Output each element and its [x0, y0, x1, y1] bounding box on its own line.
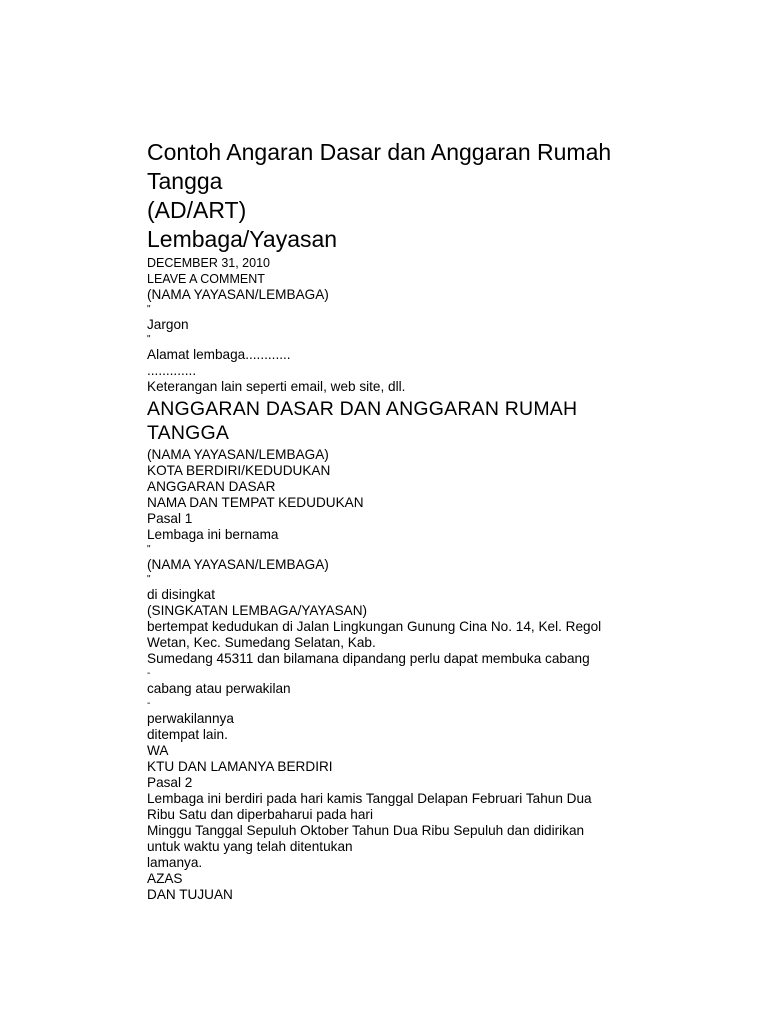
- heading-line: ANGGARAN DASAR DAN ANGGARAN RUMAH: [147, 398, 578, 420]
- body-line: cabang atau perwakilan: [147, 681, 291, 696]
- org-name-line: (NAMA YAYASAN/LEMBAGA): [147, 287, 329, 302]
- body-line: (SINGKATAN LEMBAGA/YAYASAN): [147, 603, 368, 618]
- title-line: (AD/ART): [147, 197, 247, 223]
- body-line: di disingkat: [147, 587, 216, 602]
- body-line: perwakilannya: [147, 711, 234, 726]
- body-line: Lembaga ini bernama: [147, 527, 279, 542]
- body-line: Sumedang 45311 dan bilamana dipandang perlu dapat membuka cabang: [147, 651, 590, 666]
- body-line: Pasal 2: [147, 775, 193, 790]
- body-line: Pasal 1: [147, 511, 193, 526]
- section-heading: [147, 397, 647, 445]
- quote-mark: ": [147, 334, 151, 345]
- title-line: Tangga: [147, 168, 223, 194]
- body-line: untuk waktu yang telah ditentukan: [147, 839, 353, 854]
- address-continued-line: .............: [147, 363, 197, 378]
- body-line: NAMA DAN TEMPAT KEDUDUKAN: [147, 495, 364, 510]
- header-section: [147, 287, 647, 395]
- dash-mark: -: [147, 698, 151, 709]
- address-line: Alamat lembaga............: [147, 347, 291, 362]
- title-line: Lembaga/Yayasan: [147, 226, 338, 252]
- post-date: DECEMBER 31, 2010: [147, 256, 270, 270]
- quote-mark: ": [147, 574, 151, 585]
- body-line: KTU DAN LAMANYA BERDIRI: [147, 759, 333, 774]
- body-text: [147, 447, 647, 903]
- other-info-line: Keterangan lain seperti email, web site, dll.: [147, 379, 406, 394]
- body-line: Lembaga ini berdiri pada hari kamis Tanggal Delapan Februari Tahun Dua: [147, 791, 592, 806]
- title-line: Contoh Angaran Dasar dan Anggaran Rumah: [147, 139, 612, 165]
- body-line: lamanya.: [147, 855, 203, 870]
- dash-mark: -: [147, 668, 151, 679]
- body-line: ditempat lain.: [147, 727, 228, 742]
- leave-comment-link[interactable]: LEAVE A COMMENT: [147, 272, 265, 286]
- document-title: [147, 138, 647, 254]
- body-line: (NAMA YAYASAN/LEMBAGA): [147, 447, 329, 462]
- jargon-line: Jargon: [147, 317, 189, 332]
- body-line: KOTA BERDIRI/KEDUDUKAN: [147, 463, 331, 478]
- body-line: Wetan, Kec. Sumedang Selatan, Kab.: [147, 635, 376, 650]
- body-line: ANGGARAN DASAR: [147, 479, 276, 494]
- document-page: [147, 138, 647, 903]
- heading-line: TANGGA: [147, 422, 230, 444]
- body-line: bertempat kedudukan di Jalan Lingkungan Gunung Cina No. 14, Kel. Regol: [147, 619, 602, 634]
- body-line: AZAS: [147, 871, 183, 886]
- body-line: DAN TUJUAN: [147, 887, 233, 902]
- body-line: Ribu Satu dan diperbaharui pada hari: [147, 807, 373, 822]
- quote-mark: ": [147, 544, 151, 555]
- body-line: WA: [147, 743, 169, 758]
- body-line: (NAMA YAYASAN/LEMBAGA): [147, 557, 329, 572]
- body-line: Minggu Tanggal Sepuluh Oktober Tahun Dua Ribu Sepuluh dan didirikan: [147, 823, 585, 838]
- quote-mark: ": [147, 304, 151, 315]
